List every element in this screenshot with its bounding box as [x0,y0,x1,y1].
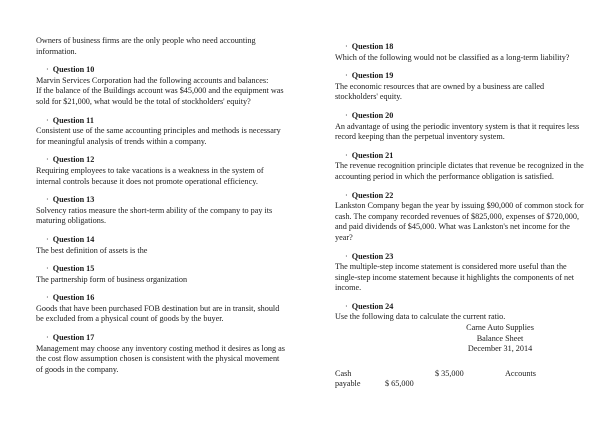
accounts-payable-label: Accounts [505,368,536,378]
question-number: Question 14 [52,234,95,244]
question-heading [36,65,286,76]
question-number: Question 15 [52,264,95,274]
question-text: The economic resources that are owned by a business are called stockholders' equity. [335,81,545,102]
question-number: Question 16 [52,293,95,303]
question-number: Question 19 [351,71,394,81]
question-block [36,195,286,227]
question-heading [335,151,585,162]
question-text: The multiple-step income statement is considered more useful than the single-step income statement because it highlights the components of net income. [335,262,574,293]
intro-text: Owners of business firms are the only people who need accounting information. [36,36,256,56]
bullet-icon: · [46,264,49,274]
question-block [335,111,585,143]
question-block [36,293,286,325]
bullet-icon: · [345,251,348,261]
question-number: Question 13 [52,195,95,205]
question-block [36,116,286,148]
cash-label: Cash [335,368,352,378]
cash-value: $ 35,000 [435,368,464,378]
question-text: Solvency ratios measure the short-term ability of the company to pay its maturing obligations. [36,205,273,226]
question-text: An advantage of using the periodic inventory system is that it requires less record keeping than the perpetual inventory system. [335,121,580,142]
question-number: Question 10 [52,65,95,75]
bullet-icon: · [46,333,49,343]
question-text: The best definition of assets is the [36,245,148,255]
accounts-payable-value: $ 65,000 [385,379,414,389]
question-text: The partnership form of business organization [36,274,188,284]
question-number: Question 18 [351,42,394,51]
question-heading [335,71,585,82]
question-number: Question 20 [351,110,394,120]
bullet-icon: · [345,190,348,200]
question-heading [36,155,286,166]
bullet-icon: · [46,155,49,165]
question-text: Consistent use of the same accounting principles and methods is necessary for meaningful analysis of trends within a company. [36,126,281,146]
bullet-icon: · [46,234,49,244]
company-name: Carne Auto Supplies [466,323,534,333]
question-heading [36,293,286,304]
bullet-icon: · [345,301,348,311]
question-number: Question 21 [351,150,394,160]
question-text: Marvin Services Corporation had the following accounts and balances: If the balance of the Buildings account was $45,000 and the equipment was sold for $21,000, what would be the total of stockholders' equity? [36,75,284,106]
question-block [36,65,286,107]
bullet-icon: · [345,110,348,120]
question-24 [335,302,585,393]
question-number: Question 11 [52,115,94,125]
bullet-icon: · [46,115,49,125]
bullet-icon: · [46,195,49,205]
question-block [335,252,585,294]
question-block [36,235,286,256]
right-column [335,34,585,393]
question-heading [335,111,585,122]
left-column [36,36,286,375]
question-block [335,42,585,63]
question-number: Question 23 [351,251,394,261]
question-heading [36,264,286,275]
question-number: Question 22 [351,190,394,200]
question-heading [36,235,286,246]
question-heading [36,333,286,344]
question-block [36,264,286,285]
question-text: Requiring employees to take vacations is a weakness in the system of internal controls because it does not promote operational efficiency. [36,165,264,186]
question-heading [335,42,585,53]
statement-date: December 31, 2014 [467,344,533,354]
statement-name: Balance Sheet [476,333,524,343]
right-question-list [335,42,585,294]
bullet-icon: · [345,71,348,81]
question-block [36,155,286,187]
bullet-icon: · [345,150,348,160]
question-heading [335,252,585,263]
bullet-icon: · [46,65,49,75]
bullet-icon: · [345,42,348,51]
question-block [335,71,585,103]
question-text: Which of the following would not be classified as a long-term liability? [335,52,570,62]
left-question-list [36,65,286,375]
question-number: Question 17 [52,333,95,343]
question-block [335,151,585,183]
question-heading [335,191,585,202]
question-block [335,191,585,244]
question-text: The revenue recognition principle dictates that revenue be recognized in the accounting period in which the performance obligation is satisfied. [335,161,584,181]
question-text: Goods that have been purchased FOB destination but are in transit, should be excluded from a physical count of goods by the buyer. [36,303,280,324]
question-heading [36,195,286,206]
accounts-payable-label-cont: payable [335,379,361,389]
question-text: Management may choose any inventory costing method it desires as long as the cost flow assumption chosen is consistent with the physical movement of goods in the company. [36,343,285,374]
balance-sheet-header [425,323,575,355]
question-heading: · Question 24 [345,301,394,311]
question-text: Use the following data to calculate the current ratio. [335,312,506,322]
question-heading [36,116,286,127]
question-text: Lankston Company began the year by issuing $90,000 of common stock for cash. The company recorded revenues of $825,000, expenses of $720,000, and paid dividends of $45,000. What was Lankston's net income for the year? [335,201,584,242]
bullet-icon: · [46,293,49,303]
question-number: Question 12 [52,155,95,165]
balance-sheet-lines [335,369,585,393]
question-block [36,333,286,375]
